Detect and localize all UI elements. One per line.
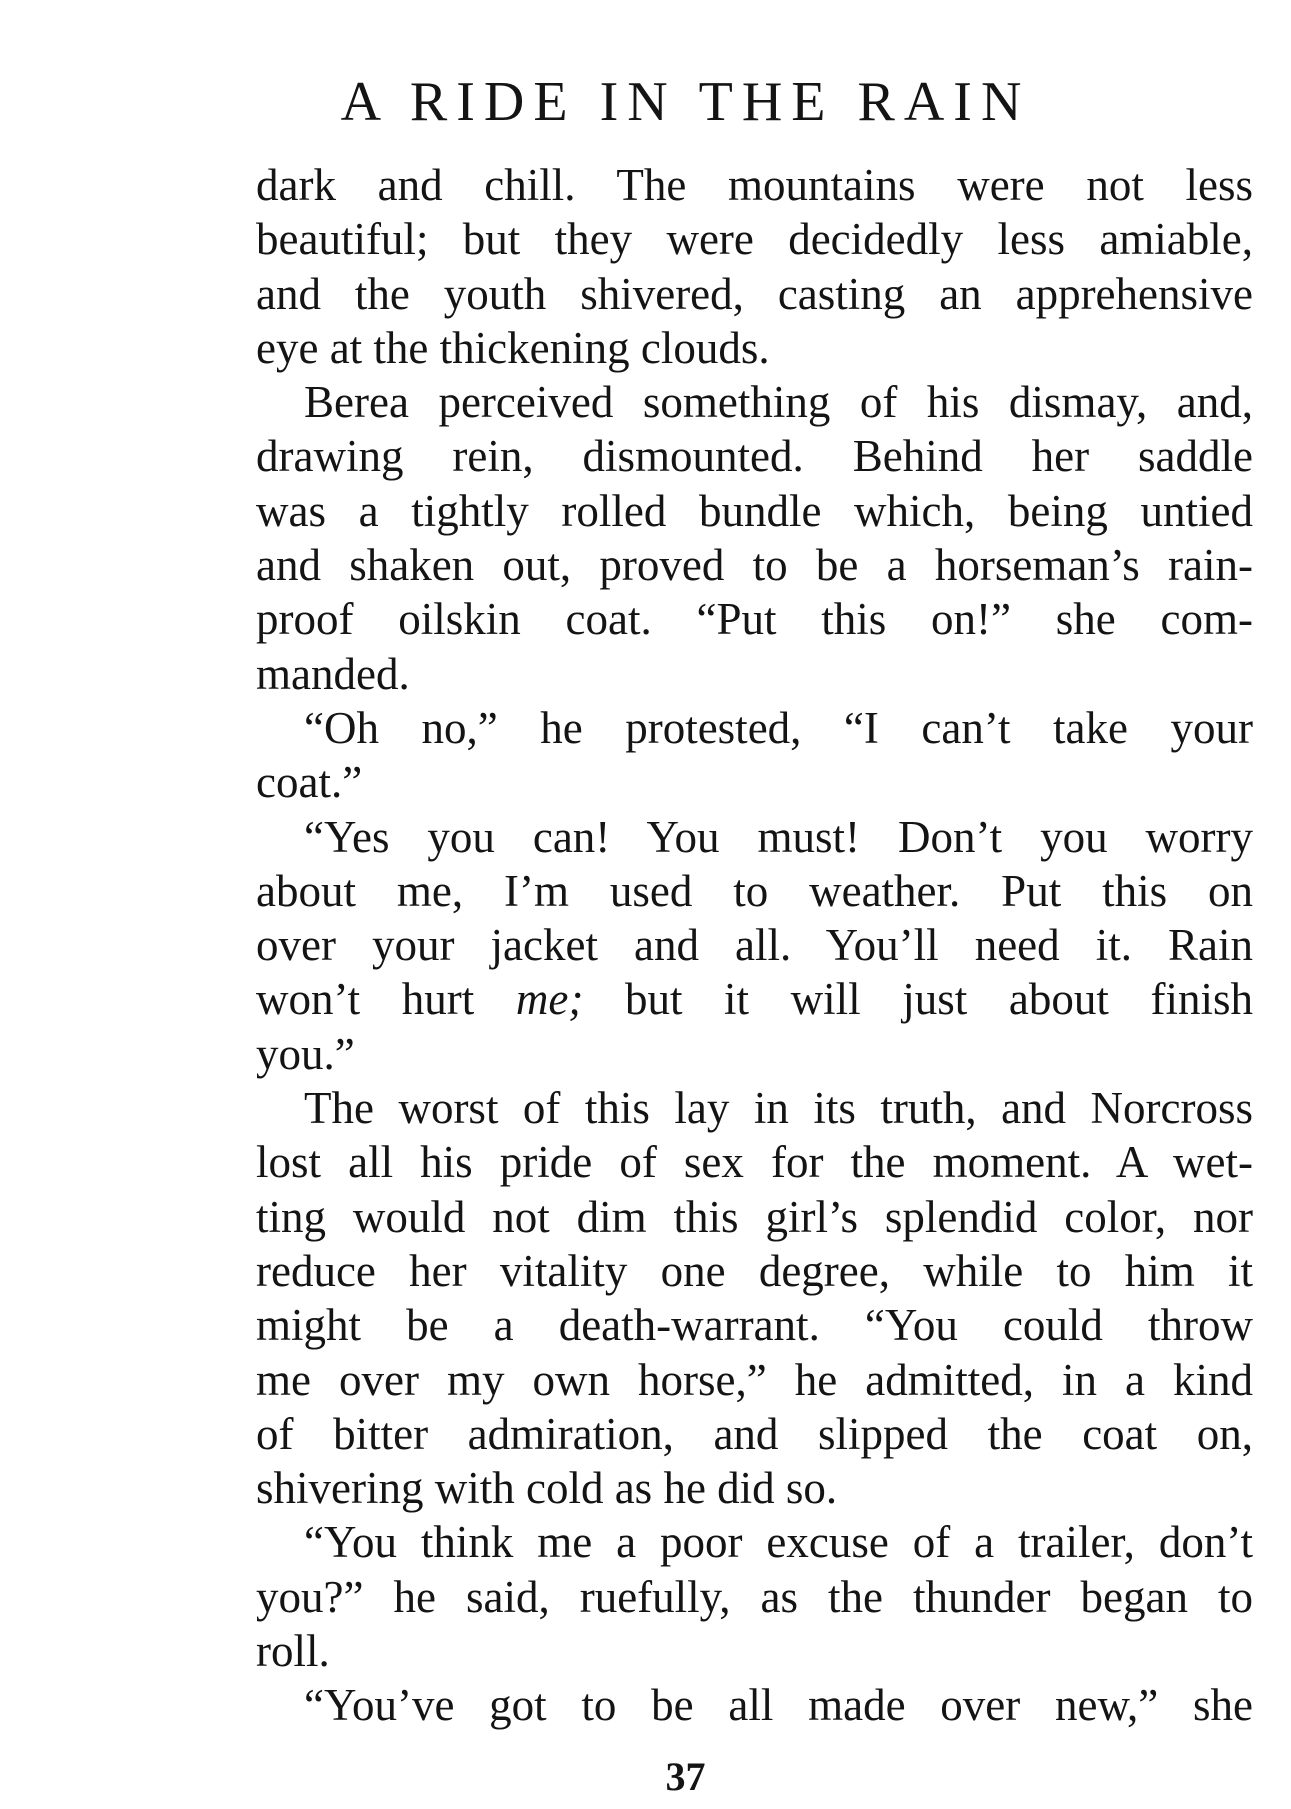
text-line: and the youth shivered, casting an apprehensive — [256, 268, 1253, 319]
text-line: dark and chill. The mountains were not less — [256, 160, 1253, 210]
text-line: ting would not dim this girl’s splendid color, nor — [256, 1191, 1253, 1242]
text-line: shivering with cold as he did so. — [256, 1463, 838, 1514]
text-line: over your jacket and all. You’ll need it. Rain — [256, 920, 1253, 971]
text-line: and shaken out, proved to be a horseman’s rain- — [256, 540, 1253, 591]
text-line: manded. — [256, 648, 410, 699]
text-line: drawing rein, dismounted. Behind her saddle — [256, 431, 1253, 482]
page-number: 37 — [665, 1754, 706, 1799]
text-line: reduce her vitality one degree, while to him it — [256, 1245, 1253, 1296]
body-text — [256, 158, 1253, 1733]
text-line: Berea perceived something of his dismay, and, — [304, 377, 1253, 428]
text-line: beautiful; but they were decidedly less amiable, — [256, 214, 1253, 265]
text-line: “Oh no,” he protested, “I can’t take your — [304, 702, 1253, 753]
emphasis: me; — [515, 974, 584, 1025]
text-line: “You think me a poor excuse of a trailer, don’t — [304, 1517, 1253, 1568]
text-line: me over my own horse,” he admitted, in a kind — [256, 1354, 1253, 1405]
text-line: was a tightly rolled bundle which, being untied — [256, 485, 1253, 536]
text-line: might be a death-warrant. “You could throw — [256, 1300, 1253, 1351]
text-line: roll. — [256, 1626, 330, 1677]
text-line: won’t hurt me; but it will just about finish — [256, 974, 1253, 1025]
text-line: about me, I’m used to weather. Put this on — [256, 865, 1253, 916]
text-line: The worst of this lay in its truth, and Norcross — [304, 1083, 1253, 1134]
text-line: “Yes you can! You must! Don’t you worry — [304, 811, 1253, 862]
text-line: you.” — [256, 1028, 355, 1079]
text-line: “You’ve got to be all made over new,” she — [304, 1680, 1253, 1731]
text-line: of bitter admiration, and slipped the coat on, — [256, 1408, 1253, 1459]
text-line: eye at the thickening clouds. — [256, 322, 770, 373]
text-line: you?” he said, ruefully, as the thunder began to — [256, 1571, 1253, 1622]
text-line: lost all his pride of sex for the moment. A wet- — [256, 1137, 1253, 1188]
text-line: proof oilskin coat. “Put this on!” she com- — [256, 594, 1253, 645]
running-head: A RIDE IN THE RAIN — [340, 71, 1031, 133]
text-line: coat.” — [256, 757, 363, 808]
